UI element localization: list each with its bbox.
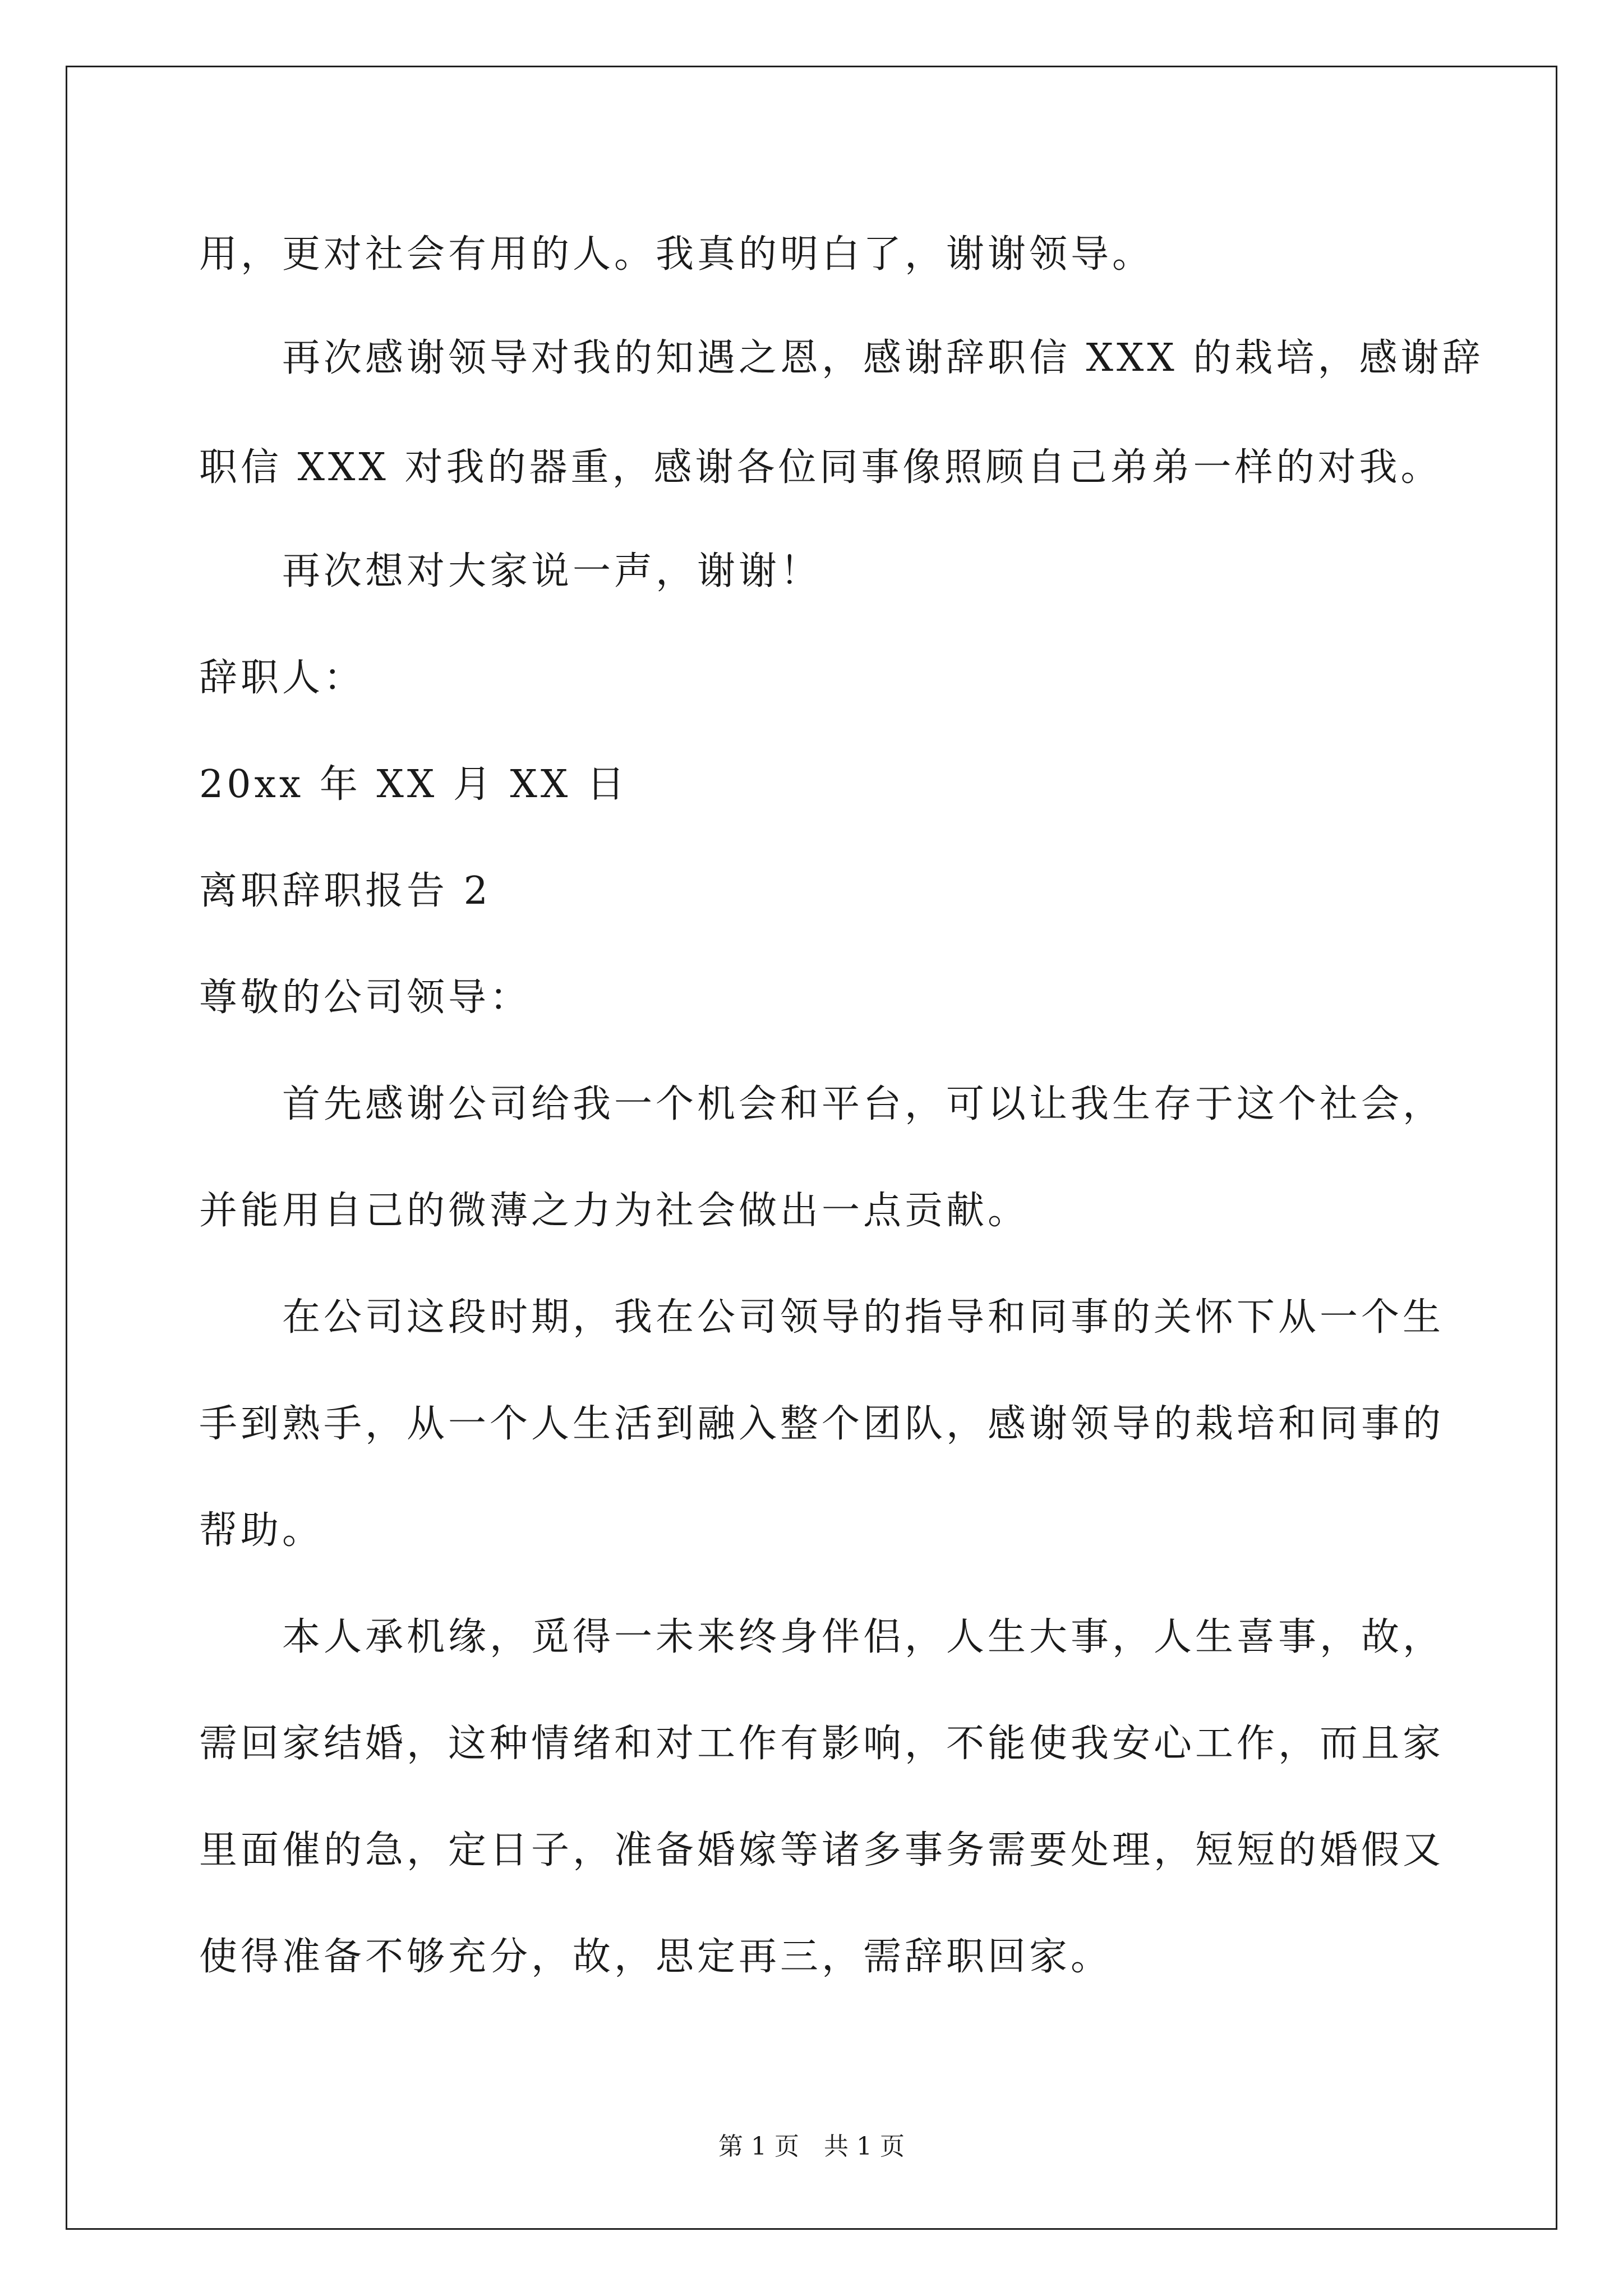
text-line: 帮助。 [199, 1508, 324, 1553]
text-line: 职信 XXX 对我的器重，感谢各位同事像照顾自己弟弟一样的对我。 [199, 445, 1442, 490]
paragraph-start: 再次感谢领导对我的知遇之恩，感谢辞职信 XXX 的栽培，感谢辞 [282, 336, 1484, 380]
text-line: 手到熟手，从一个人生活到融入整个团队，感谢领导的栽培和同事的 [199, 1402, 1445, 1446]
text-line: 使得准备不够充分，故，思定再三，需辞职回家。 [199, 1935, 1113, 1979]
paragraph-start: 本人承机缘，觅得一未来终身伴侣，人生大事，人生喜事，故， [282, 1615, 1445, 1659]
section-title: 离职辞职报告 2 [199, 869, 491, 913]
page-footer: 第 1 页 共 1 页 [718, 2132, 905, 2161]
page-border [66, 66, 1557, 2230]
signature-label: 辞职人： [199, 656, 366, 700]
date-line: 20xx 年 XX 月 XX 日 [199, 762, 628, 807]
paragraph-start: 首先感谢公司给我一个机会和平台，可以让我生存于这个社会， [282, 1082, 1445, 1126]
text-line: 需回家结婚，这种情绪和对工作有影响，不能使我安心工作，而且家 [199, 1722, 1445, 1766]
paragraph-start: 再次想对大家说一声，谢谢！ [282, 549, 822, 593]
paragraph-start: 在公司这段时期，我在公司领导的指导和同事的关怀下从一个生 [282, 1295, 1445, 1340]
salutation: 尊敬的公司领导： [199, 976, 532, 1020]
text-line: 并能用自己的微薄之力为社会做出一点贡献。 [199, 1189, 1030, 1233]
text-line: 里面催的急，定日子，准备婚嫁等诸多事务需要处理，短短的婚假又 [199, 1828, 1445, 1872]
text-line: 用，更对社会有用的人。我真的明白了，谢谢领导。 [199, 232, 1154, 277]
